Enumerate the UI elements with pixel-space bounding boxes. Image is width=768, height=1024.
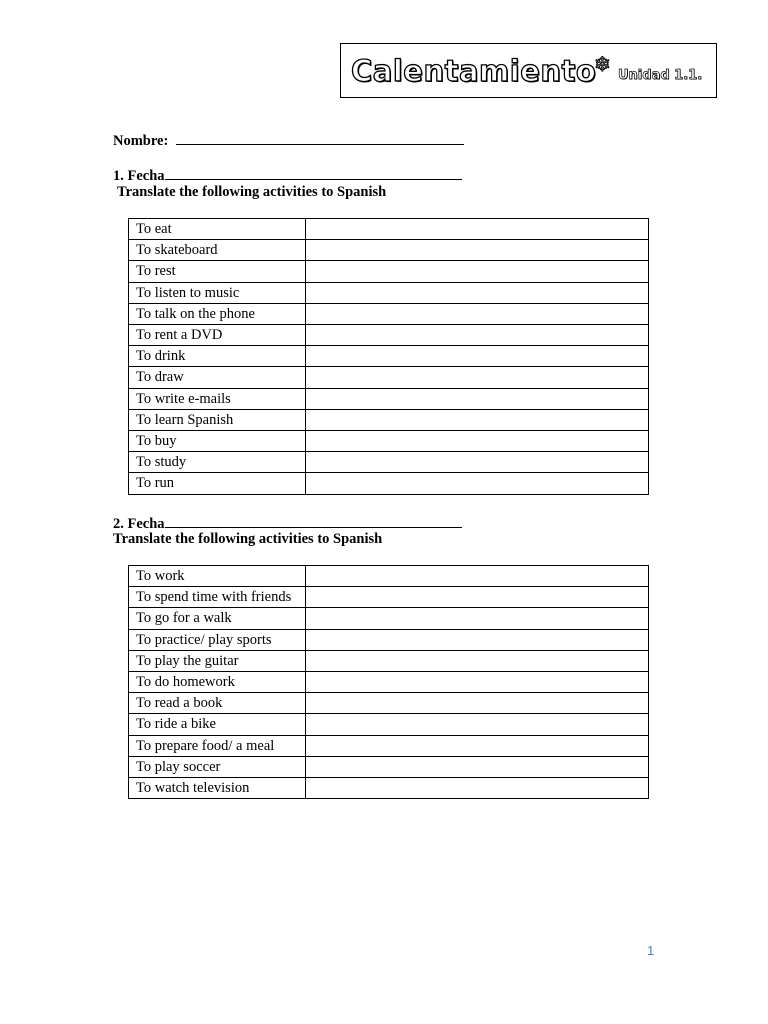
table-row — [129, 409, 649, 430]
answer-cell[interactable] — [306, 693, 649, 714]
activity-english: To run — [129, 473, 306, 494]
table-row — [129, 778, 649, 799]
nombre-line — [113, 131, 464, 150]
answer-cell[interactable] — [306, 219, 649, 240]
table-row — [129, 431, 649, 452]
fecha-blank-2[interactable] — [165, 514, 462, 528]
fecha-label-2: 2. Fecha — [113, 516, 165, 532]
table-row — [129, 240, 649, 261]
page-number: 1 — [647, 943, 655, 958]
answer-cell[interactable] — [306, 714, 649, 735]
fecha-blank-1[interactable] — [165, 166, 462, 180]
answer-cell[interactable] — [306, 303, 649, 324]
answer-cell[interactable] — [306, 409, 649, 430]
vocab-table-1 — [128, 218, 649, 495]
answer-cell[interactable] — [306, 388, 649, 409]
answer-cell[interactable] — [306, 735, 649, 756]
activity-english: To listen to music — [129, 282, 306, 303]
snowflake-icon: ❄ — [594, 52, 611, 76]
activity-english: To play soccer — [129, 756, 306, 777]
table-row — [129, 219, 649, 240]
answer-cell[interactable] — [306, 608, 649, 629]
fecha-label-1: 1. Fecha — [113, 168, 165, 184]
activity-english: To go for a walk — [129, 608, 306, 629]
answer-cell[interactable] — [306, 566, 649, 587]
instruction-2: Translate the following activities to Spanish — [113, 531, 383, 547]
activity-english: To eat — [129, 219, 306, 240]
answer-cell[interactable] — [306, 778, 649, 799]
answer-cell[interactable] — [306, 431, 649, 452]
vocab-table-2 — [128, 565, 649, 799]
activity-english: To spend time with friends — [129, 587, 306, 608]
table-row — [129, 693, 649, 714]
nombre-blank[interactable] — [176, 131, 464, 145]
table-row — [129, 587, 649, 608]
activity-english: To practice/ play sports — [129, 629, 306, 650]
activity-english: To learn Spanish — [129, 409, 306, 430]
activity-english: To study — [129, 452, 306, 473]
answer-cell[interactable] — [306, 325, 649, 346]
answer-cell[interactable] — [306, 346, 649, 367]
table-row — [129, 650, 649, 671]
activity-english: To write e-mails — [129, 388, 306, 409]
table-row — [129, 672, 649, 693]
table-row — [129, 346, 649, 367]
activity-english: To talk on the phone — [129, 303, 306, 324]
answer-cell[interactable] — [306, 672, 649, 693]
answer-cell[interactable] — [306, 473, 649, 494]
table-row — [129, 325, 649, 346]
table-row — [129, 261, 649, 282]
activity-english: To do homework — [129, 672, 306, 693]
table-row — [129, 735, 649, 756]
table-row — [129, 303, 649, 324]
activity-english: To rent a DVD — [129, 325, 306, 346]
table-row — [129, 282, 649, 303]
table-row — [129, 629, 649, 650]
activity-english: To play the guitar — [129, 650, 306, 671]
activity-english: To watch television — [129, 778, 306, 799]
activity-english: To draw — [129, 367, 306, 388]
table-row — [129, 756, 649, 777]
answer-cell[interactable] — [306, 756, 649, 777]
activity-english: To prepare food/ a meal — [129, 735, 306, 756]
answer-cell[interactable] — [306, 587, 649, 608]
activity-english: To skateboard — [129, 240, 306, 261]
table-row — [129, 714, 649, 735]
table-row — [129, 566, 649, 587]
answer-cell[interactable] — [306, 452, 649, 473]
activity-english: To ride a bike — [129, 714, 306, 735]
answer-cell[interactable] — [306, 367, 649, 388]
table-row — [129, 473, 649, 494]
activity-english: To work — [129, 566, 306, 587]
instruction-1: Translate the following activities to Spanish — [117, 184, 387, 200]
activity-english: To buy — [129, 431, 306, 452]
table-row — [129, 367, 649, 388]
activity-english: To read a book — [129, 693, 306, 714]
table-row — [129, 452, 649, 473]
nombre-label: Nombre: — [113, 133, 169, 149]
activity-english: To rest — [129, 261, 306, 282]
page-title: Calentamiento — [351, 54, 597, 88]
answer-cell[interactable] — [306, 629, 649, 650]
answer-cell[interactable] — [306, 240, 649, 261]
answer-cell[interactable] — [306, 261, 649, 282]
title-box — [340, 43, 717, 98]
unit-label: Unidad 1.1. — [618, 68, 703, 83]
answer-cell[interactable] — [306, 282, 649, 303]
table-row — [129, 608, 649, 629]
fecha-line-1 — [113, 166, 462, 185]
table-row — [129, 388, 649, 409]
answer-cell[interactable] — [306, 650, 649, 671]
activity-english: To drink — [129, 346, 306, 367]
